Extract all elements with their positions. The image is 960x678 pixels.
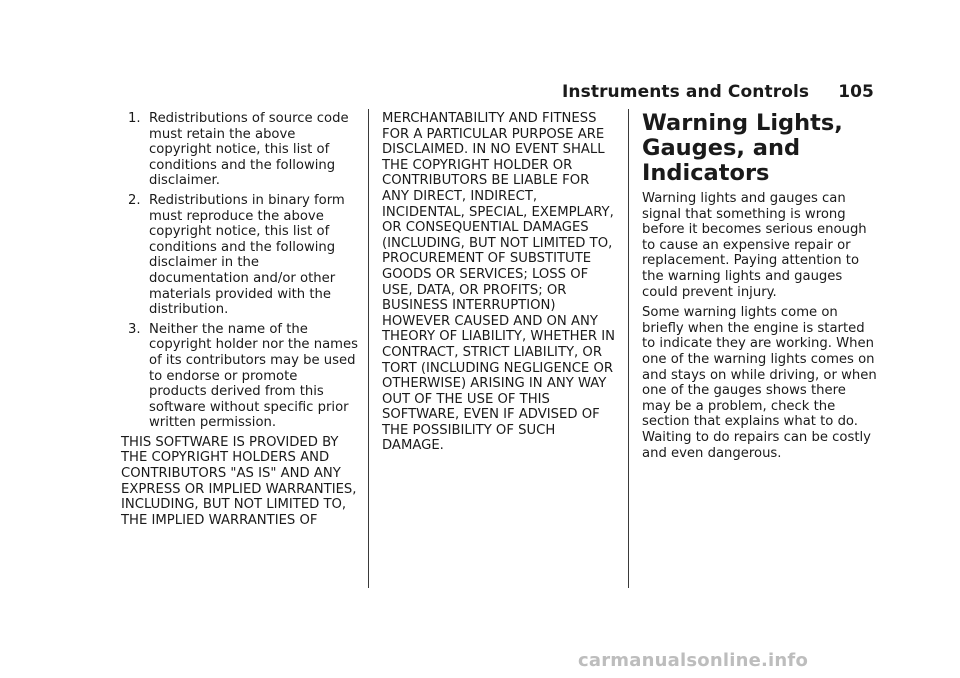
section-heading: Instruments and Controls xyxy=(562,82,810,102)
list-item-text: Redistributions of source code must retain the above copyright notice, this list of conditions and the following disclaimer. xyxy=(149,111,349,189)
list-item-number: 3. xyxy=(128,321,141,337)
body-paragraph: Some warning lights come on briefly when the engine is started to indicate they are working. When one of the warning lights comes on and stays on while driving, or when one of the gauges shows there may be a problem, check the section that explains what to do. Waiting to do repairs can be costly and even dangerous. xyxy=(642,305,877,461)
list-item-text: Neither the name of the copyright holder nor the names of its contributors may be used to endorse or promote products derived from this software without specific prior written permission. xyxy=(149,321,359,431)
disclaimer-text-start: THIS SOFTWARE IS PROVIDED BY THE COPYRIGHT HOLDERS AND CONTRIBUTORS "AS IS" AND ANY EXPRESS OR IMPLIED WARRANTIES, INCLUDING, BUT NOT LIMITED TO, THE IMPLIED WARRANTIES OF xyxy=(121,434,357,528)
column-right xyxy=(642,111,878,466)
disclaimer-text-continued: MERCHANTABILITY AND FITNESS FOR A PARTICULAR PURPOSE ARE DISCLAIMED. IN NO EVENT SHALL THE COPYRIGHT HOLDER OR CONTRIBUTORS BE LIABLE FOR ANY DIRECT, INDIRECT, INCIDENTAL, SPECIAL, EXEMPLARY, OR CONSEQUENTIAL DAMAGES (INCLUDING, BUT NOT LIMITED TO, PROCUREMENT OF SUBSTITUTE GOODS OR SERVICES; LOSS OF USE, DATA, OR PROFITS; OR BUSINESS INTERRUPTION) HOWEVER CAUSED AND ON ANY THEORY OF LIABILITY, WHETHER IN CONTRACT, STRICT LIABILITY, OR TORT (INCLUDING NEGLIGENCE OR OTHERWISE) ARISING IN ANY WAY OUT OF THE USE OF THIS SOFTWARE, EVEN IF ADVISED OF THE POSSIBILITY OF SUCH DAMAGE. xyxy=(382,111,616,454)
watermark: carmanualsonline.info xyxy=(578,650,809,671)
list-item-text: Redistributions in binary form must reproduce the above copyright notice, this list of conditions and the following disclaimer in the documentation and/or other materials provided with the distribution. xyxy=(149,192,345,318)
page-number: 105 xyxy=(838,82,874,102)
license-conditions-list xyxy=(121,111,359,431)
column-divider xyxy=(368,109,369,588)
column-middle xyxy=(382,111,618,454)
page-header xyxy=(562,82,874,102)
list-item-number: 2. xyxy=(128,192,141,208)
list-item xyxy=(121,322,359,431)
list-item-number: 1. xyxy=(128,111,141,126)
section-title: Warning Lights, Gauges, and Indicators xyxy=(642,110,843,186)
list-item xyxy=(121,111,359,189)
list-item xyxy=(121,193,359,318)
column-divider xyxy=(628,109,629,588)
column-left xyxy=(121,111,359,528)
body-paragraph: Warning lights and gauges can signal that something is wrong before it becomes serious enough to cause an expensive repair or replacement. Paying attention to the warning lights and gauges could prevent injury. xyxy=(642,191,867,300)
